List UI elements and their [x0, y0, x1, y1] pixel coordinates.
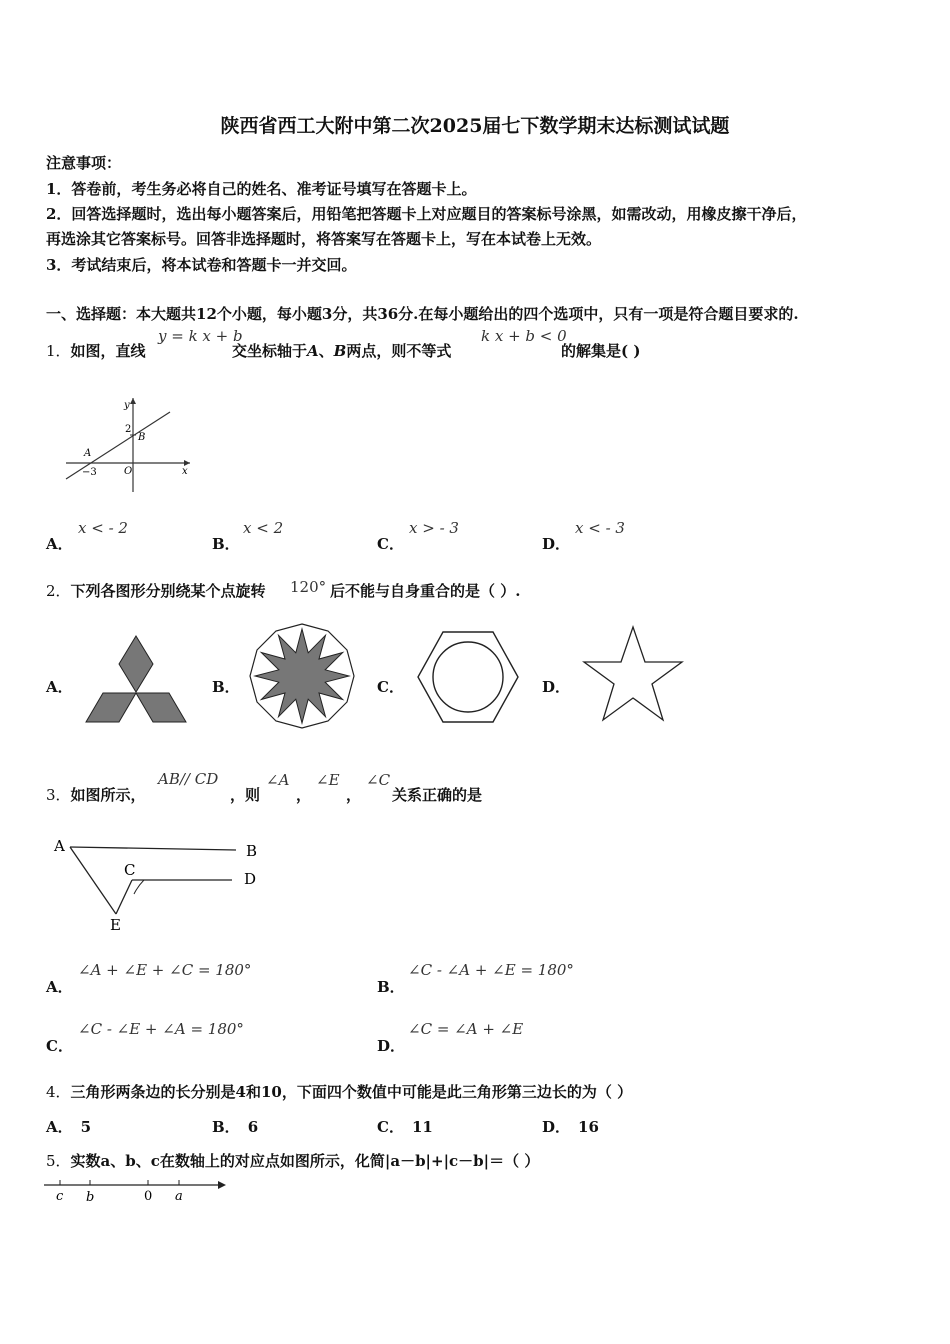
q1-option-C[interactable]: C．	[377, 535, 404, 553]
label-O: O	[124, 466, 133, 477]
label-minus3: −3	[82, 467, 97, 478]
line-AE	[70, 847, 116, 914]
label-A: A	[54, 837, 65, 855]
q2-figure-hexagon-circle	[414, 630, 522, 726]
q1-option-B[interactable]: B．	[212, 535, 240, 553]
math-angle-C: ∠C	[366, 771, 391, 789]
label-y: y	[124, 400, 130, 411]
q2-figure-star-polygon	[246, 620, 358, 732]
q4-option-A[interactable]: A． 5	[46, 1118, 92, 1136]
question-text: 如图，直线	[70, 342, 146, 360]
q1-option-D[interactable]: D．	[542, 535, 571, 553]
label-a: a	[175, 1189, 183, 1204]
math-inequality: k x + b < 0	[481, 327, 567, 345]
question-text: ，则	[230, 786, 261, 804]
q2-figure-mitsubishi	[84, 632, 188, 724]
q4-option-C[interactable]: C． 11	[377, 1118, 433, 1136]
q3-option-B-value: ∠C - ∠A + ∠E = 180°	[408, 961, 574, 979]
question-text: ，	[296, 786, 312, 804]
question-number: 2．	[46, 582, 71, 600]
math-ab-parallel-cd: AB// CD	[158, 770, 219, 788]
label-x: x	[182, 466, 188, 477]
notice-item: 3．考试结束后，将本试卷和答题卡一并交回。	[46, 256, 357, 274]
question-5: 5．实数a、b、c在数轴上的对应点如图所示，化简|a－b|+|c－b|＝（ ）	[46, 1152, 540, 1170]
q1-option-B-value: x < 2	[243, 519, 284, 537]
question-number: 1．	[46, 342, 71, 360]
q1-graph	[58, 392, 198, 500]
diamond-shape	[86, 693, 136, 722]
section-heading: 一、选择题：本大题共12个小题，每小题3分，共36分.在每小题给出的四个选项中，只有一项是符合题目要求的.	[46, 305, 799, 323]
q3-option-D-value: ∠C = ∠A + ∠E	[408, 1020, 524, 1038]
notice-item: 再选涂其它答案标号。回答非选择题时，将答案写在答题卡上，写在本试卷上无效。	[46, 230, 602, 248]
question-1	[46, 340, 146, 361]
question-text: ，	[346, 786, 362, 804]
label-B: B	[246, 842, 258, 860]
q2-option-A[interactable]: A．	[46, 678, 73, 696]
q3-option-D[interactable]: D．	[377, 1037, 406, 1055]
q5-number-line	[42, 1176, 232, 1206]
q2-option-C[interactable]: C．	[377, 678, 404, 696]
question-text: 后不能与自身重合的是（ ）.	[330, 582, 521, 600]
y-arrow-icon	[130, 398, 136, 404]
label-B: B	[138, 432, 146, 443]
question-text: 交坐标轴于A、B两点，则不等式	[232, 342, 452, 360]
question-text: 的解集是( )	[561, 342, 641, 360]
label-b: b	[86, 1190, 95, 1205]
q1-option-A[interactable]: A．	[46, 535, 73, 553]
line-AB	[70, 847, 236, 850]
q2-figure-star	[580, 624, 686, 724]
line-EC	[116, 880, 132, 914]
label-0: 0	[144, 1189, 153, 1204]
label-A: A	[84, 448, 92, 459]
q3-figure	[48, 834, 268, 934]
math-angle-E: ∠E	[316, 771, 340, 789]
question-3: 3．如图所示，	[46, 786, 146, 804]
question-number: 5．	[46, 1152, 71, 1170]
q4-option-B[interactable]: B． 6	[212, 1118, 259, 1136]
question-number: 4．	[46, 1083, 71, 1101]
question-2: 2．下列各图形分别绕某个点旋转	[46, 582, 266, 600]
math-angle-A: ∠A	[266, 771, 290, 789]
label-C: C	[124, 861, 136, 879]
q3-option-C-value: ∠C - ∠E + ∠A = 180°	[78, 1020, 244, 1038]
q3-option-C[interactable]: C．	[46, 1037, 73, 1055]
question-text: 关系正确的是	[392, 786, 483, 804]
label-D: D	[244, 870, 257, 888]
question-number: 3．	[46, 786, 71, 804]
angle-arc	[134, 880, 144, 894]
five-point-star-shape	[584, 627, 682, 720]
math-line-equation: y = k x + b	[158, 327, 243, 345]
label-c: c	[56, 1189, 64, 1204]
page-title: 陕西省西工大附中第二次2025届七下数学期末达标测试试题	[220, 115, 730, 137]
diamond-shape	[136, 693, 186, 722]
q3-option-A[interactable]: A．	[46, 978, 73, 996]
notice-heading: 注意事项：	[46, 154, 122, 172]
circle-shape	[433, 642, 503, 712]
math-angle-120: 120°	[290, 578, 327, 596]
question-4: 4．三角形两条边的长分别是4和10，下面四个数值中可能是此三角形第三边长的为（ ）	[46, 1083, 633, 1101]
q2-option-B[interactable]: B．	[212, 678, 240, 696]
notice-item: 1．答卷前，考生务必将自己的姓名、准考证号填写在答题卡上。	[46, 180, 477, 198]
label-2: 2	[125, 424, 132, 435]
q1-option-D-value: x < - 3	[575, 519, 625, 537]
q1-option-C-value: x > - 3	[409, 519, 459, 537]
label-E: E	[110, 916, 121, 934]
q4-option-D[interactable]: D． 16	[542, 1118, 599, 1136]
notice-item: 2．回答选择题时，选出每小题答案后，用铅笔把答题卡上对应题目的答案标号涂黑，如需改动，用橡皮擦干净后，	[46, 205, 807, 223]
q3-option-B[interactable]: B．	[377, 978, 405, 996]
diamond-shape	[119, 636, 153, 692]
q2-option-D[interactable]: D．	[542, 678, 571, 696]
q3-option-A-value: ∠A + ∠E + ∠C = 180°	[78, 961, 252, 979]
number-line-arrow-icon	[218, 1181, 226, 1189]
q1-option-A-value: x < - 2	[78, 519, 128, 537]
